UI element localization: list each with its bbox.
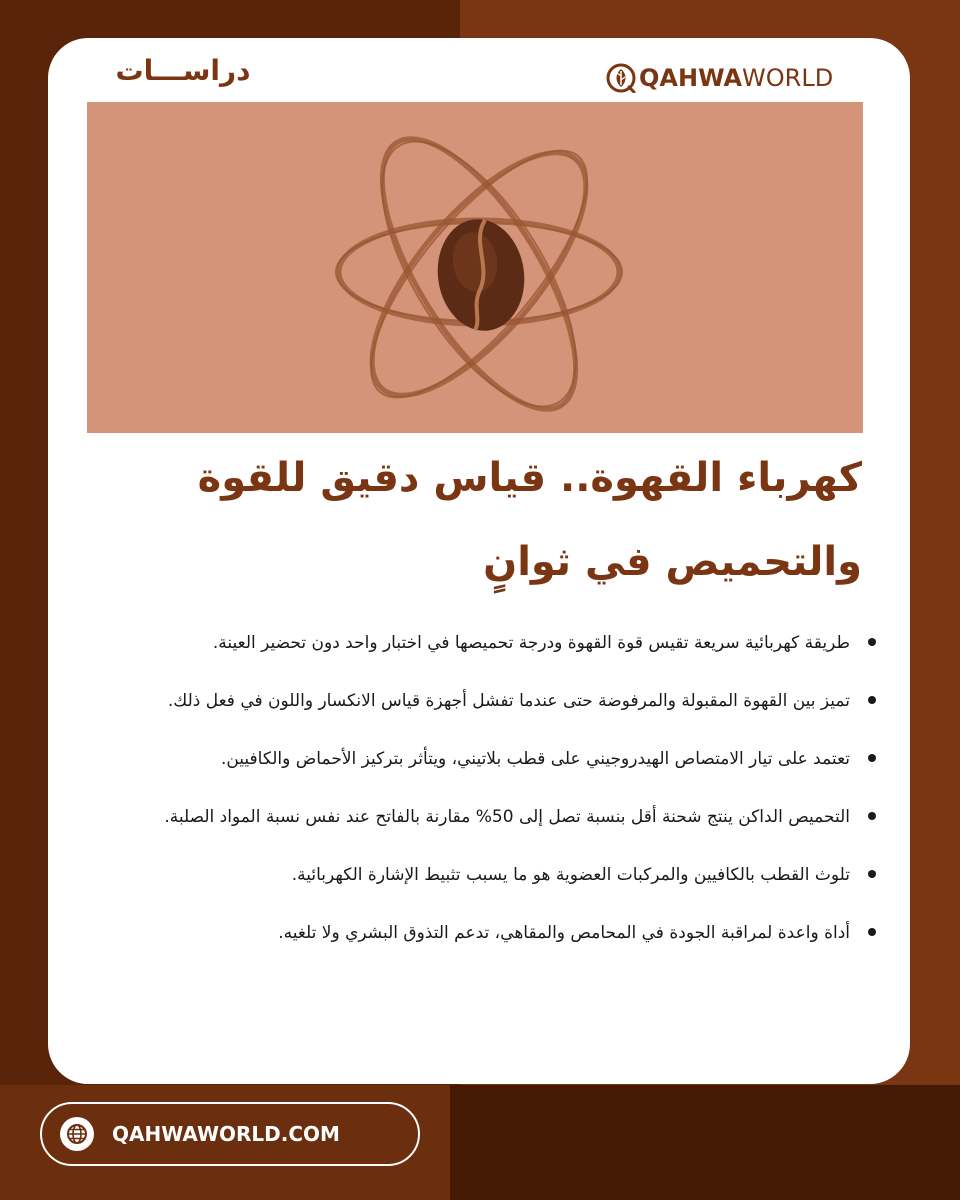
- list-item: [72, 614, 880, 672]
- list-item-text: التحميص الداكن ينتج شحنة أقل بنسبة تصل إلى 50% مقارنة بالفاتح عند نفس نسبة المواد الصلبة.: [164, 807, 850, 827]
- list-item: [72, 846, 880, 904]
- list-item: [72, 904, 880, 962]
- coffee-leaf-logo-icon: [606, 63, 636, 93]
- title-line-1: كهرباء القهوة.. قياس دقيق للقوة: [197, 455, 862, 501]
- bullet-icon: [868, 638, 876, 646]
- title-line-2: والتحميص في ثوانٍ: [483, 539, 862, 585]
- brand-logo[interactable]: [606, 62, 833, 94]
- key-points-list: [72, 614, 880, 962]
- hero-image: [87, 102, 863, 433]
- bullet-icon: [868, 928, 876, 936]
- category-label: دراســـات: [115, 54, 251, 87]
- brand-name-bold: QAHWA: [639, 64, 743, 92]
- bullet-icon: [868, 696, 876, 704]
- list-item-text: تعتمد على تيار الامتصاص الهيدروجيني على قطب بلاتيني، ويتأثر بتركيز الأحماض والكافيين.: [220, 749, 850, 769]
- list-item-text: طريقة كهربائية سريعة تقيس قوة القهوة ودرجة تحميصها في اختبار واحد دون تحضير العينة.: [212, 633, 850, 653]
- list-item: [72, 730, 880, 788]
- list-item-text: أداة واعدة لمراقبة الجودة في المحامص والمقاهي، تدعم التذوق البشري ولا تلغيه.: [278, 923, 850, 943]
- website-url: QAHWAWORLD.COM: [112, 1122, 340, 1146]
- background-bottom-right: [450, 1085, 960, 1200]
- list-item: [72, 788, 880, 846]
- bullet-icon: [868, 812, 876, 820]
- website-link[interactable]: [40, 1102, 420, 1166]
- bullet-icon: [868, 754, 876, 762]
- list-item-text: تلوث القطب بالكافيين والمركبات العضوية هو ما يسبب تثبيط الإشارة الكهربائية.: [291, 865, 850, 885]
- article-title: [120, 436, 862, 604]
- brand-name-light: WORLD: [742, 64, 834, 92]
- coffee-bean-atom-image: [87, 102, 863, 433]
- list-item-text: تميز بين القهوة المقبولة والمرفوضة حتى عندما تفشل أجهزة قياس الانكسار واللون في فعل ذلك.: [167, 691, 850, 711]
- globe-icon: [60, 1117, 94, 1151]
- bullet-icon: [868, 870, 876, 878]
- list-item: [72, 672, 880, 730]
